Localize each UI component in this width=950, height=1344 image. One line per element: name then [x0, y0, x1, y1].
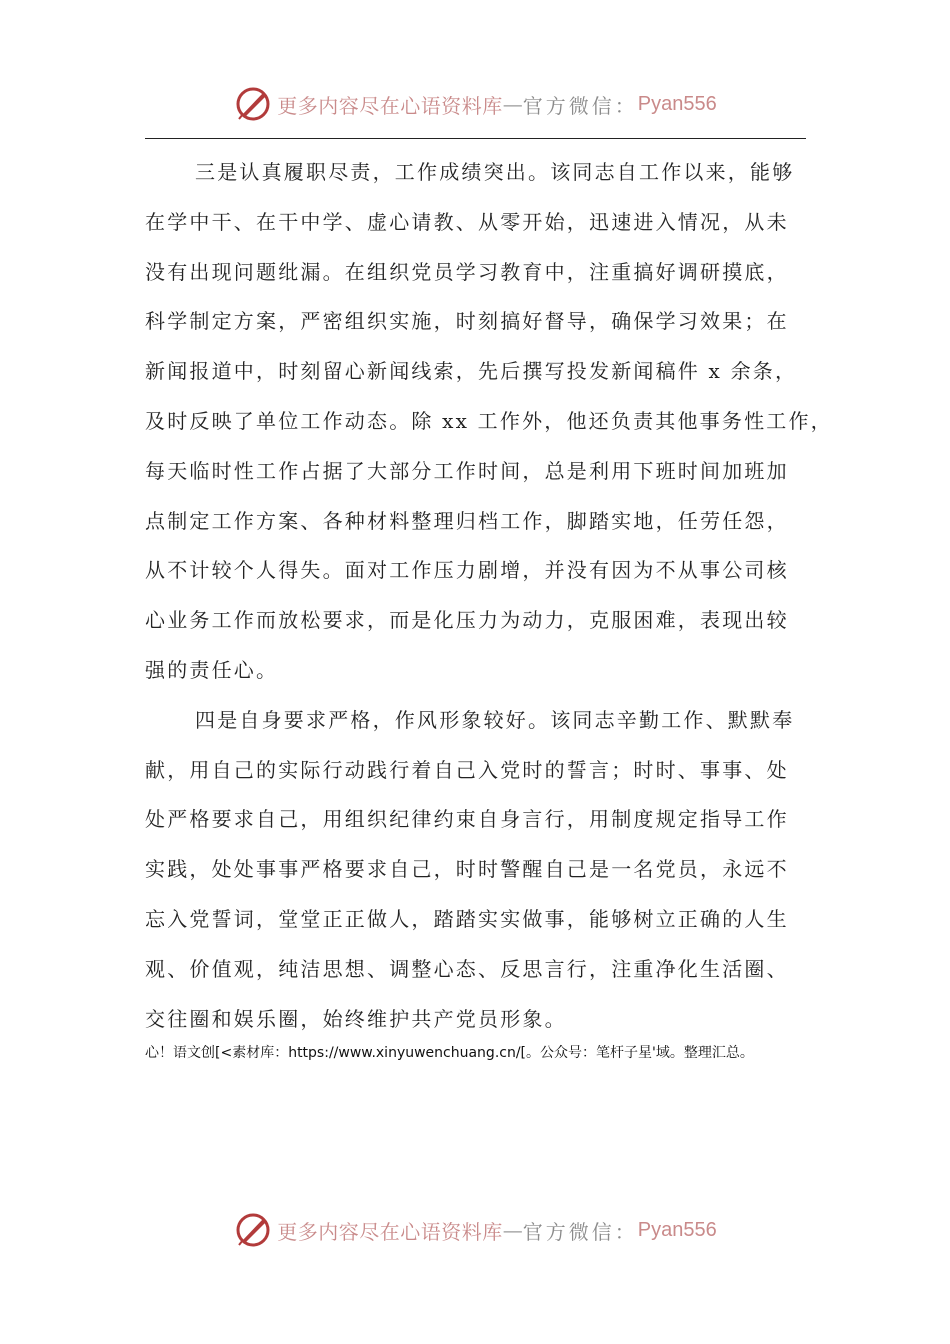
- text-line: 强的责任心。: [145, 657, 279, 682]
- text-line: 在学中干、在干中学、虚心请教、从零开始，迅速进入情况，从未: [145, 209, 789, 234]
- banner-site-text: 更多内容尽在心语资料库: [277, 1219, 503, 1244]
- text-line: 四是自身要求严格，作风形象较好。该同志辛勤工作、默默奉: [195, 707, 795, 732]
- footer-banner: [0, 1205, 950, 1255]
- banner-wechat-id: Pyan556: [637, 92, 717, 115]
- source-footnote: 心！语文创[<素材库：https://www.xinyuwenchuang.cn/[。公众号：笔杆子星'域。整理汇总。: [145, 1045, 754, 1061]
- text-line: 献，用自己的实际行动践行着自己入党时的誓言；时时、事事、处: [145, 757, 789, 782]
- document-body: [145, 148, 833, 1044]
- banner-site-text: 更多内容尽在心语资料库: [277, 93, 503, 118]
- banner-wechat-label: 官方微信：: [522, 1219, 638, 1244]
- text-line: 观、价值观，纯洁思想、调整心态、反思言行，注重净化生活圈、: [145, 956, 789, 981]
- banner-wechat-id: Pyan556: [637, 1218, 717, 1241]
- banner-separator: —: [502, 92, 523, 116]
- text-line: 及时反映了单位工作动态。除 xx 工作外，他还负责其他事务性工作，: [145, 408, 833, 433]
- quill-logo-icon: [233, 1210, 273, 1250]
- paragraph-4: [145, 696, 815, 1045]
- banner-wechat-label: 官方微信：: [522, 93, 638, 118]
- text-line: 科学制定方案，严密组织实施，时刻搞好督导，确保学习效果；在: [145, 309, 789, 334]
- quill-logo-icon: [233, 84, 273, 124]
- text-line: 心业务工作而放松要求，而是化压力为动力，克服困难，表现出较: [145, 608, 789, 633]
- text-line: 处严格要求自己，用组织纪律约束自身言行，用制度规定指导工作: [145, 807, 789, 832]
- text-line: 没有出现问题纰漏。在组织党员学习教育中，注重搞好调研摸底，: [145, 259, 789, 284]
- text-line: 每天临时性工作占据了大部分工作时间，总是利用下班时间加班加: [145, 458, 789, 483]
- text-line: 交往圈和娱乐圈，始终维护共产党员形象。: [145, 1006, 567, 1031]
- header-divider: [145, 138, 806, 139]
- paragraph-3: [145, 148, 833, 696]
- text-line: 三是认真履职尽责，工作成绩突出。该同志自工作以来，能够: [195, 160, 795, 184]
- text-line: 新闻报道中，时刻留心新闻线索，先后撰写投发新闻稿件 x 余条，: [145, 359, 798, 384]
- text-line: 从不计较个人得失。面对工作压力剧增，并没有因为不从事公司核: [145, 558, 789, 583]
- banner-separator: —: [502, 1218, 523, 1242]
- text-line: 忘入党誓词，堂堂正正做人，踏踏实实做事，能够树立正确的人生: [145, 906, 789, 931]
- header-banner: [0, 79, 950, 129]
- text-line: 点制定工作方案、各种材料整理归档工作，脚踏实地，任劳任怨，: [145, 508, 789, 533]
- text-line: 实践，处处事事严格要求自己，时时警醒自己是一名党员，永远不: [145, 857, 789, 882]
